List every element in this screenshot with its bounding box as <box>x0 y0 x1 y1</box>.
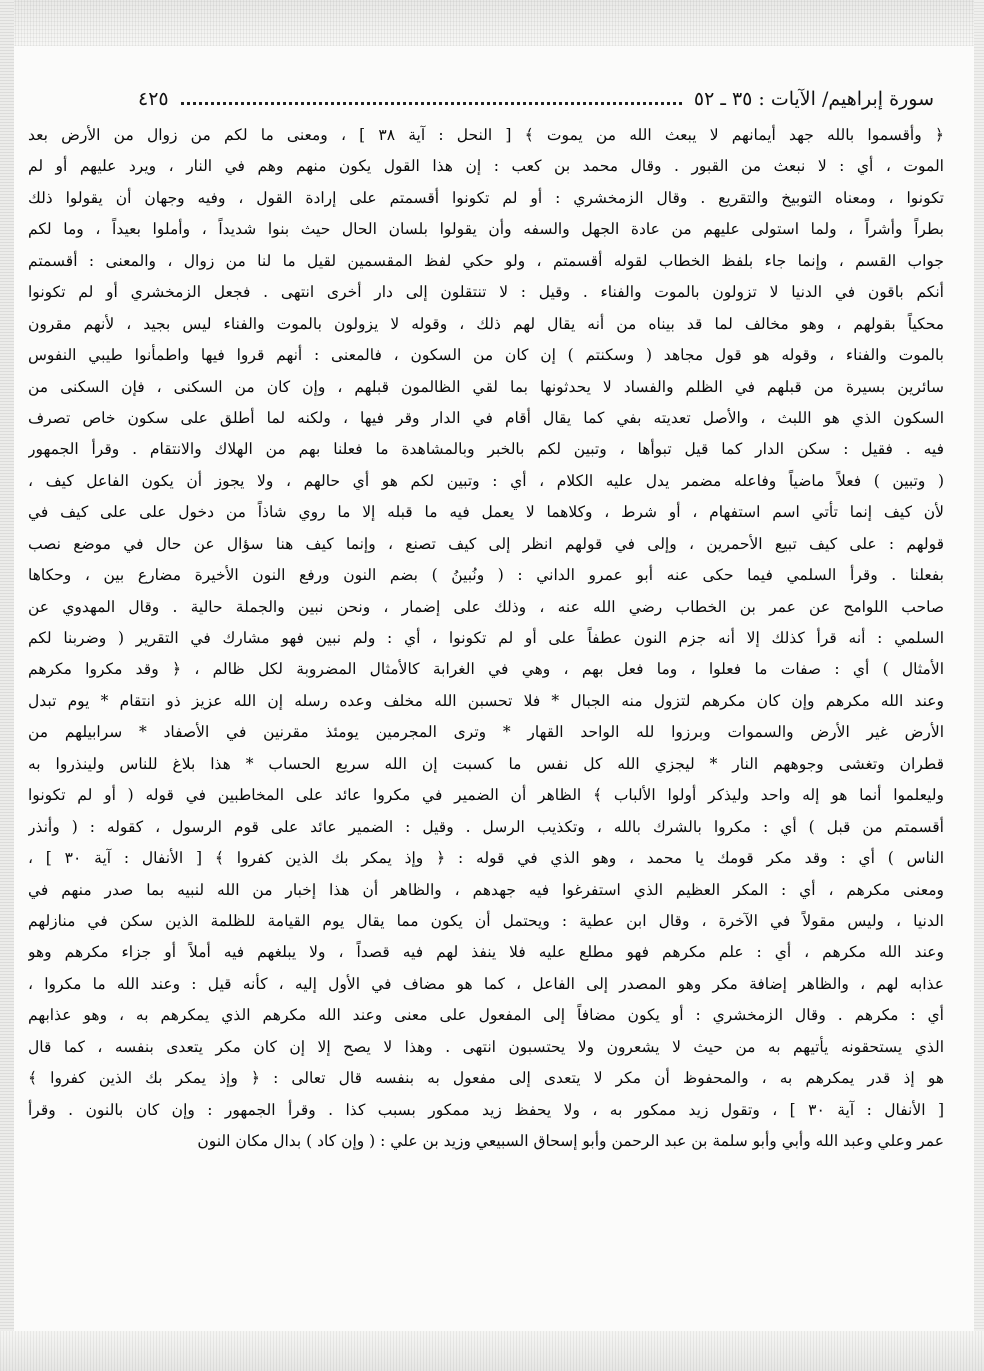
text-line: بفعلنا . وقرأ السلمي فيما حكى عنه أبو عمرو الداني : ( ونُبينُ ) بضم النون ورفع النون الأخيرة مضارع بين ، وحكاها <box>28 566 944 585</box>
text-line: الناس ) أي : وقد مكر قومك يا محمد ، وهو الذي في قوله : ﴿ وإذ يمكر بك الذين كفروا ﴾ [ الأنفال : آية ٣٠ ] ، <box>28 849 944 868</box>
text-line: السكون الذي هو اللبث ، والأصل تعديته بفي كما يقال أقام في الدار وقر فيها ، ولكنه لما أطلق على سكون خاص تصرف <box>28 408 944 427</box>
text-line: الذي يستحقونه يأتيهم به من حيث لا يشعرون ولا يحتسبون انتهى . وهذا لا يصح إلا إن كان مكر يتعدى بنفسه ، كما قال <box>28 1037 944 1056</box>
scan-edge-top <box>0 0 984 46</box>
scan-edge-right <box>974 0 984 1371</box>
text-line: سائرين بسيرة من قبلهم في الظلم والفساد لا يحدثونها بما لقي الظالمون قبلهم ، وإن كان من السكنى ، فإن السكنى من <box>28 377 944 396</box>
text-line: الدنيا ، وليس مقولاً في الآخرة ، وقال ابن عطية : ويحتمل أن يكون مما يقال يوم القيامة للظلمة الذين سكن في منازلهم <box>28 911 944 930</box>
text-line: وعند الله مكرهم وإن كان مكرهم لتزول منه الجبال * فلا تحسبن الله مخلف وعده رسله إن الله عزيز ذو انتقام * يوم تبدل <box>28 691 944 710</box>
text-line: الموت ، أي : لا نبعث من القبور . وقال محمد بن كعب : إن هذا القول يكون منهم وهم في النار ، ويرد عليهم أو لم <box>28 157 944 176</box>
text-line: فيه . فقيل : سكن الدار كما قيل تبوأها ، وتبين لكم بالخبر وبالمشاهدة ما فعلنا بهم من الهلاك والانتقام . وقرأ الجمهور <box>28 440 944 459</box>
text-line: صاحب اللوامح عن عمر بن الخطاب رضي الله عنه ، وذلك على إضمار ، ونحن نبين والجملة حالية . وقال المهدوي عن <box>28 597 944 616</box>
text-line: قطران وتغشى وجوههم النار * ليجزي الله كل نفس ما كسبت إن الله سريع الحساب * هذا بلاغ للناس ولينذروا به <box>28 754 944 773</box>
text-line: قولهم : على كيف تبيع الأحمرين ، وإلى في قولهم انظر إلى كيف تصنع ، وإنما كيف هنا سؤال عن حال في موضع نصب <box>28 534 944 553</box>
text-line: الأمثال ) أي : صفات ما فعلوا ، وما فعل بهم ، وهي في الغرابة كالأمثال المضروبة لكل ظالم ، ﴿ وقد مكروا مكرهم <box>28 660 944 679</box>
text-line: عذابه لهم ، والظاهر إضافة مكر وهو المصدر إلى الفاعل ، كما هو مضاف في الأول إليه ، كأنه قيل : وعند الله ما مكروا ، <box>28 974 944 993</box>
text-line: تكونوا ، ومعناه التوبيخ والتقريع . وقال الزمخشري : أو لم تكونوا أقسمتم على إرادة القول ، وفيه وجهان أن يقولوا ذلك <box>28 188 944 207</box>
text-line: أنكم باقون في الدنيا لا تزولون بالموت والفناء . وقيل : لا تنتقلون إلى دار أخرى انتهى . فجعل الزمخشري أو لم تكونوا <box>28 283 944 302</box>
text-line: السلمي : أنه قرأ كذلك إلا أنه جزم النون عطفاً على أو لم تكونوا ، أي : ولم نبين فهو مشارك في التقرير ( وضربنا لكم <box>28 629 944 647</box>
page-number: ٤٢٥ <box>138 88 169 110</box>
text-line: ﴿ وأقسموا بالله جهد أيمانهم لا يبعث الله من يموت ﴾ [ النحل : آية ٣٨ ] ، ومعنى ما لكم من زوال من الأرض بعد <box>28 126 944 144</box>
scan-edge-bottom <box>0 1331 984 1371</box>
text-line: أقسمتم من قبل ) أي : مكروا بالشرك بالله ، وتكذيب الرسل . وقيل : الضمير عائد على قوم الرسول ، كقوله : ( وأنذر <box>28 817 944 836</box>
text-line: عمر وعلي وعبد الله وأبي وأبو سلمة بن عبد الرحمن وأبو إسحاق السبيعي وزيد بن علي : ( وإن كاد ) بدال مكان النون <box>197 1132 944 1150</box>
text-line: محكياً بقولهم ، وهو مخالف لما قد بيناه من أنه يقال لهم ذلك ، وقوله لا يزولون بالموت والفناء ليس بجيد ، لأنهم مقرون <box>28 314 944 333</box>
text-line: وليعلموا أنما هو إله واحد وليذكر أولوا الألباب ﴾ الظاهر أن الضمير في مكروا عائد على المخاطبين في قوله ( أو لم تكونوا <box>28 786 944 805</box>
text-line: الأرض غير الأرض والسموات وبرزوا لله الواحد القهار * وترى المجرمين يومئذ مقرنين في الأصفاد * سرابيلهم من <box>28 723 944 742</box>
text-line: بطراً وأشراً ، ولما استولى عليهم من عادة الجهل والسفه وأن يقولوا بلسان الحال حيث بنوا شديداً ، وأملوا بعيداً ، وما لكم <box>28 220 944 239</box>
text-line: أي : مكرهم . وقال الزمخشري : أو يكون مضافاً إلى المفعول على معنى وعند الله مكرهم الذي يمكرهم به ، وهو عذابهم <box>28 1006 944 1025</box>
text-line: بالموت والفناء ، وقوله هو قول مجاهد ( وسكنتم ) إن كان من السكون ، فالمعنى : أنهم قروا فيها واطمأنوا طيبي النفوس <box>28 346 944 365</box>
running-header <box>138 82 934 116</box>
text-line: وعند الله مكرهم ، أي : علم مكرهم فهو مطلع عليه فلا ينفذ لهم فيه قصداً ، ولا يبلغهم فيه أملاً أو جزاء مكرهم وهو <box>28 943 944 962</box>
text-line: لأن كيف إنما تأتي اسم استفهام ، أو شرط ، وكلاهما لا يعمل فيه ما قبله إلا ما روي شاذاً من دخول على على كيف في <box>28 503 944 522</box>
scan-edge-left <box>0 0 14 1371</box>
body-text <box>28 120 944 1157</box>
text-line: هو إذ قدر يمكرهم به ، والمحفوظ أن مكر لا يتعدى إلى مفعول به بنفسه قال تعالى : ﴿ وإذ يمكر بك الذين كفروا ﴾ <box>28 1069 944 1088</box>
text-line: [ الأنفال : آية ٣٠ ] ، وتقول زيد ممكور به ، ولا يحفظ زيد ممكور بسبب كذا . وقرأ الجمهور : وإن كان بالنون . وقرأ <box>28 1100 944 1119</box>
text-line: ( وتبين ) فعلاً ماضياً وفاعله مضمر يدل عليه الكلام ، أي : وتبين لكم هو أي حالهم ، ولا يجوز أن يكون الفاعل كيف ، <box>28 471 944 490</box>
header-title: سورة إبراهيم/ الآيات : ٣٥ ـ ٥٢ <box>693 88 934 110</box>
text-line: جواب القسم ، وإنما جاء بلفظ الخطاب لقوله أقسمتم ، ولو حكي لفظ المقسمين لقيل ما لنا من زوال ، والمعنى : أقسمتم <box>28 251 944 270</box>
text-line: ومعنى مكرهم ، أي : المكر العظيم الذي استفرغوا فيه جهدهم ، والظاهر أن هذا إخبار من الله لنبيه بما صدر منهم في <box>28 880 944 899</box>
header-dot-leader <box>181 102 682 105</box>
